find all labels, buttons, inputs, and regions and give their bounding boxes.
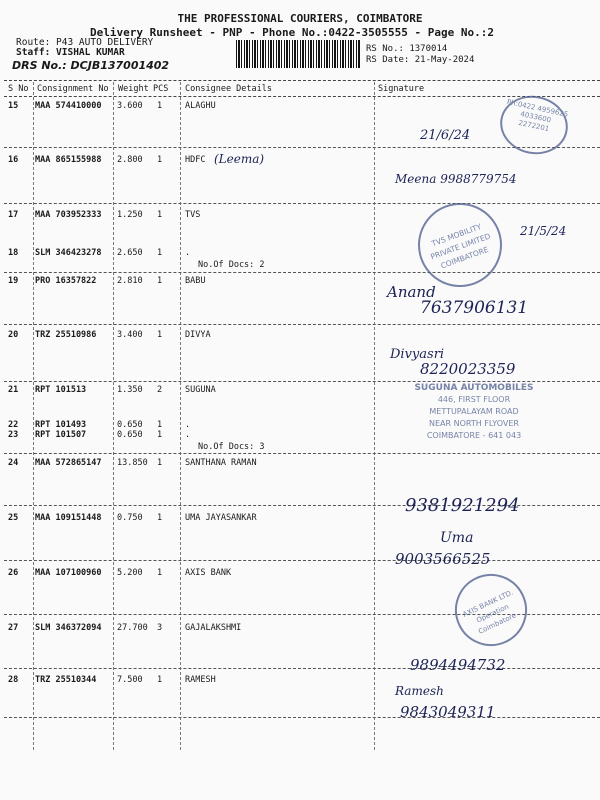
consignment-number: SLM 346372094 [35, 623, 102, 633]
staff-label: Staff: VISHAL KUMAR [16, 47, 125, 58]
pcs-count: 1 [157, 101, 163, 111]
col-pcs: PCS [153, 84, 169, 94]
serial-number: 24 [8, 458, 19, 468]
weight-value: 1.350 [117, 385, 143, 395]
docs-note: No.Of Docs: 3 [198, 442, 265, 452]
consignee-name: UMA JAYASANKAR [185, 513, 257, 523]
serial-number: 28 [8, 675, 19, 685]
signature: Meena 9988779754 [395, 172, 517, 186]
col-consignee: Consignee Details [185, 84, 272, 94]
row-separator [4, 717, 600, 718]
column-divider [180, 82, 181, 750]
stamp-suguna-line: 446, FIRST FLOOR [437, 395, 511, 404]
runsheet-subtitle: Delivery Runsheet - PNP - Phone No.:0422-3505555 - Page No.:2 [90, 26, 494, 39]
pcs-count: 1 [157, 568, 163, 578]
consignee-name: GAJALAKSHMI [185, 623, 242, 633]
signature: Uma [440, 530, 474, 546]
row-separator [4, 560, 600, 561]
weight-value: 3.400 [117, 330, 143, 340]
weight-value: 27.700 [117, 623, 148, 633]
consignee-name: SANTHANA RAMAN [185, 458, 257, 468]
consignment-number: PRO 16357822 [35, 276, 97, 286]
stamp-suguna-line: COIMBATORE - 641 043 [426, 431, 522, 440]
rs-date: RS Date: 21-May-2024 [366, 55, 475, 65]
weight-value: 13.850 [117, 458, 148, 468]
serial-number: 15 [8, 101, 19, 111]
serial-number: 21 [8, 385, 19, 395]
consignment-number: MAA 703952333 [35, 210, 102, 220]
serial-number: 20 [8, 330, 19, 340]
serial-number: 22 [8, 420, 19, 430]
consignment-number: MAA 109151448 [35, 513, 102, 523]
consignee-name: ALAGHU [185, 101, 216, 111]
serial-number: 25 [8, 513, 19, 523]
consignment-number: TRZ 25510344 [35, 675, 97, 685]
signature: Anand [387, 283, 436, 301]
row-separator [4, 668, 600, 669]
serial-number: 19 [8, 276, 19, 286]
consignee-name: RAMESH [185, 675, 216, 685]
signature-phone: 7637906131 [420, 298, 529, 318]
column-divider [113, 82, 114, 750]
consignment-number: TRZ 25510986 [35, 330, 97, 340]
row-separator [4, 147, 600, 148]
pcs-count: 1 [157, 210, 163, 220]
pcs-count: 1 [157, 330, 163, 340]
consignment-number: MAA 574410000 [35, 101, 102, 111]
stamp-axis: AXIS BANK LTD. Operation Coimbatore [443, 562, 539, 658]
consignee-name: DIVYA [185, 330, 211, 340]
signature-phone: 9894494732 [410, 656, 506, 674]
weight-value: 3.600 [117, 101, 143, 111]
header-bottom-line [4, 96, 600, 97]
signature-phone: 9381921294 [405, 495, 520, 516]
signature-phone: 9843049311 [400, 703, 496, 721]
consignee-name: AXIS BANK [185, 568, 232, 578]
weight-value: 0.650 [117, 420, 143, 430]
pcs-count: 1 [157, 248, 163, 258]
weight-value: 5.200 [117, 568, 143, 578]
stamp-suguna-line: NEAR NORTH FLYOVER [428, 419, 519, 428]
consignee-name: TVS [185, 210, 201, 220]
consignment-number: MAA 572865147 [35, 458, 102, 468]
consignee-name: . [185, 248, 191, 258]
serial-number: 27 [8, 623, 19, 633]
consignment-number: RPT 101507 [35, 430, 87, 440]
stamp-alaghu: Ph:0422 4959625 4033600 2272201 [495, 90, 574, 161]
column-divider [33, 82, 34, 750]
pcs-count: 1 [157, 513, 163, 523]
stamp-tvs: TVS MOBILITY PRIVATE LIMITED COIMBATORE [406, 191, 514, 299]
docs-note: No.Of Docs: 2 [198, 260, 265, 270]
company-name: THE PROFESSIONAL COURIERS, COIMBATORE [177, 12, 423, 25]
consignee-name: SUGUNA [185, 385, 216, 395]
weight-value: 0.650 [117, 430, 143, 440]
signature-phone: 8220023359 [420, 360, 516, 378]
row-separator [4, 324, 600, 325]
stamp-suguna-line: METTUPALAYAM ROAD [429, 407, 519, 416]
weight-value: 2.650 [117, 248, 143, 258]
pcs-count: 1 [157, 420, 163, 430]
weight-value: 0.750 [117, 513, 143, 523]
weight-value: 2.810 [117, 276, 143, 286]
consignee-name: BABU [185, 276, 206, 286]
signature: Ramesh [395, 684, 444, 698]
pcs-count: 1 [157, 458, 163, 468]
drs-number: DRS No.: DCJB137001402 [12, 59, 170, 72]
serial-number: 26 [8, 568, 19, 578]
pcs-count: 2 [157, 385, 163, 395]
stamp-suguna-title: SUGUNA AUTOMOBILES [414, 383, 534, 393]
signature-date: 21/6/24 [420, 128, 471, 143]
consignment-number: SLM 346423278 [35, 248, 102, 258]
pcs-count: 1 [157, 675, 163, 685]
column-divider [374, 82, 375, 750]
pcs-count: 1 [157, 276, 163, 286]
weight-value: 2.800 [117, 155, 143, 165]
pcs-count: 3 [157, 623, 163, 633]
signature-phone: 9003566525 [395, 550, 491, 568]
col-weight: Weight [118, 84, 149, 94]
pcs-count: 1 [157, 430, 163, 440]
serial-number: 17 [8, 210, 19, 220]
consignee-name: . [185, 430, 191, 440]
row-separator [4, 203, 600, 204]
consignment-number: MAA 107100960 [35, 568, 102, 578]
consignment-number: RPT 101513 [35, 385, 87, 395]
serial-number: 16 [8, 155, 19, 165]
weight-value: 1.250 [117, 210, 143, 220]
serial-number: 18 [8, 248, 19, 258]
consignment-number: RPT 101493 [35, 420, 87, 430]
signature: Divyasri [390, 347, 445, 362]
barcode [236, 40, 361, 68]
pcs-count: 1 [157, 155, 163, 165]
col-signature: Signature [378, 84, 425, 94]
weight-value: 7.500 [117, 675, 143, 685]
rs-number: RS No.: 1370014 [366, 44, 448, 54]
signature-date: 21/5/24 [520, 224, 567, 238]
row-separator [4, 272, 600, 273]
consignment-number: MAA 865155988 [35, 155, 102, 165]
route-label: Route: P43 AUTO DELIVERY [16, 37, 154, 48]
header-top-line [4, 80, 600, 81]
handwritten-name: (Leema) [214, 152, 265, 166]
consignee-name: HDFC [185, 155, 206, 165]
stamp-suguna [395, 382, 553, 454]
col-consignment: Consignment No [37, 84, 109, 94]
col-sno: S No [8, 84, 29, 94]
serial-number: 23 [8, 430, 19, 440]
consignee-name: . [185, 420, 191, 430]
